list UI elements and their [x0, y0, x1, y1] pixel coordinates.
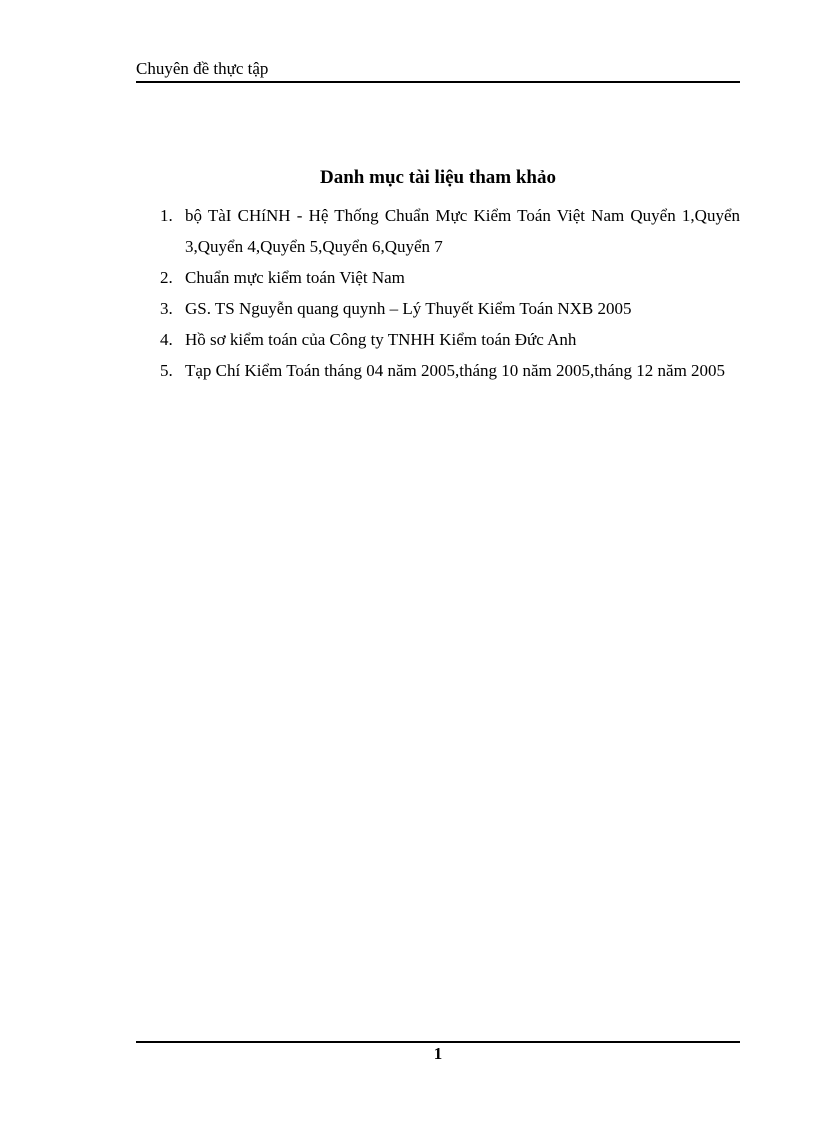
reference-number: 5. — [160, 361, 173, 380]
reference-text: bộ TàI CHíNH - Hệ Thống Chuẩn Mực Kiểm Toán Việt Nam Quyển 1,Quyển 3,Quyển 4,Quyển 5,Quyển 6,Quyển 7 — [185, 206, 740, 256]
reference-item-3 — [160, 293, 740, 324]
reference-item-4 — [160, 324, 740, 355]
reference-text: GS. TS Nguyễn quang quynh – Lý Thuyết Kiểm Toán NXB 2005 — [185, 299, 632, 318]
reference-item-2 — [160, 262, 740, 293]
reference-number: 1. — [160, 206, 173, 225]
reference-text: Hồ sơ kiểm toán của Công ty TNHH Kiểm toán Đức Anh — [185, 330, 577, 349]
reference-number: 4. — [160, 330, 173, 349]
footer-divider — [136, 1041, 740, 1043]
reference-number: 3. — [160, 299, 173, 318]
reference-text: Chuẩn mực kiểm toán Việt Nam — [185, 268, 405, 287]
page-header — [136, 58, 740, 83]
page-title: Danh mục tài liệu tham khảo — [320, 167, 556, 188]
page-number: 1 — [433, 1044, 443, 1063]
reference-number: 2. — [160, 268, 173, 287]
reference-item-5 — [160, 355, 740, 386]
reference-text: Tạp Chí Kiểm Toán tháng 04 năm 2005,tháng 10 năm 2005,tháng 12 năm 2005 — [185, 361, 726, 380]
reference-item-1 — [160, 200, 740, 262]
reference-list — [160, 200, 740, 386]
header-title: Chuyên đề thực tập — [136, 59, 269, 78]
